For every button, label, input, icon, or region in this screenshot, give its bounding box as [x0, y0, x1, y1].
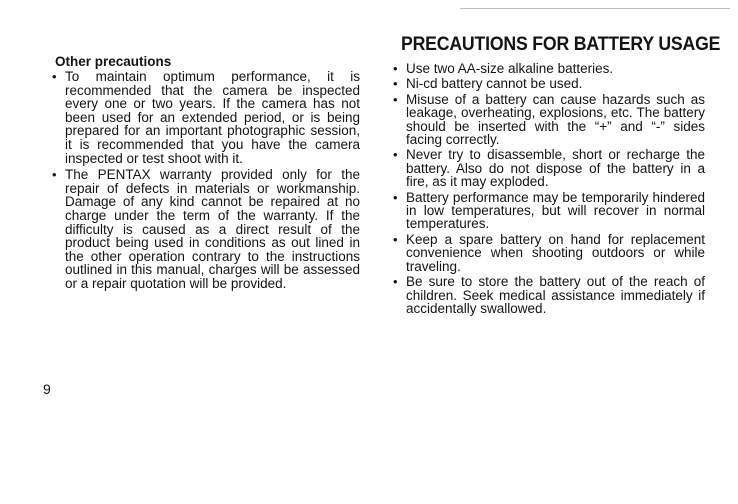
- list-item-text: Ni-cd battery cannot be used.: [406, 76, 583, 92]
- list-item-text: Misuse of a battery can cause hazards such as leakage, overheating, explosions, etc. The battery should be inserted with the “+” and “-” sides facing correctly.: [406, 91, 705, 148]
- bullet-icon: •: [393, 231, 398, 247]
- battery-precautions-section: [393, 34, 721, 317]
- bullet-icon: •: [393, 61, 398, 76]
- bullet-icon: •: [52, 69, 57, 84]
- bullet-icon: •: [393, 76, 398, 92]
- bullet-icon: •: [393, 91, 398, 107]
- battery-precautions-list: [393, 62, 705, 315]
- bullet-icon: •: [52, 167, 57, 183]
- list-item: [393, 148, 705, 188]
- list-item: [52, 70, 360, 165]
- list-item: [393, 77, 705, 90]
- list-item: [393, 233, 705, 273]
- other-precautions-heading: Other precautions: [55, 54, 172, 69]
- page-number: 9: [43, 381, 51, 397]
- list-item: [52, 168, 360, 290]
- list-item-text: Keep a spare battery on hand for replacement convenience when shooting outdoors or while traveling.: [406, 231, 705, 274]
- other-precautions-section: [52, 54, 360, 294]
- top-rule: [460, 8, 730, 9]
- list-item-text: Battery performance may be temporarily hindered in low temperatures, but will recover in normal temperatures.: [406, 189, 705, 232]
- list-item: [393, 62, 705, 75]
- bullet-icon: •: [393, 274, 398, 290]
- list-item-text: To maintain optimum performance, it is recommended that the camera be inspected every one or two years. If the camera has not been used for an extended period, or is being prepared for an important photographic session, it is recommended that you have the camera inspected or test shoot with it.: [65, 69, 360, 166]
- battery-precautions-heading: PRECAUTIONS FOR BATTERY USAGE: [401, 34, 721, 55]
- other-precautions-list: [52, 70, 360, 291]
- list-item-text: Be sure to store the battery out of the reach of children. Seek medical assistance immediately if accidentally swallowed.: [406, 274, 705, 316]
- list-item: [393, 93, 705, 147]
- list-item-text: Never try to disassemble, short or recharge the battery. Also do not dispose of the battery in a fire, as it may exploded.: [406, 147, 705, 190]
- list-item: [393, 191, 705, 231]
- list-item: [393, 275, 705, 315]
- bullet-icon: •: [393, 189, 398, 205]
- list-item-text: The PENTAX warranty provided only for the repair of defects in materials or workmanship. Damage of any kind cannot be repaired at no charge under the term of the warranty. If the difficulty is caused as a direct result of the product being used in conditions as out lined in the other operation contrary to the instructions outlined in this manual, charges will be assessed or a repair quotation will be provided.: [65, 167, 360, 291]
- list-item-text: Use two AA-size alkaline batteries.: [406, 61, 614, 76]
- bullet-icon: •: [393, 147, 398, 163]
